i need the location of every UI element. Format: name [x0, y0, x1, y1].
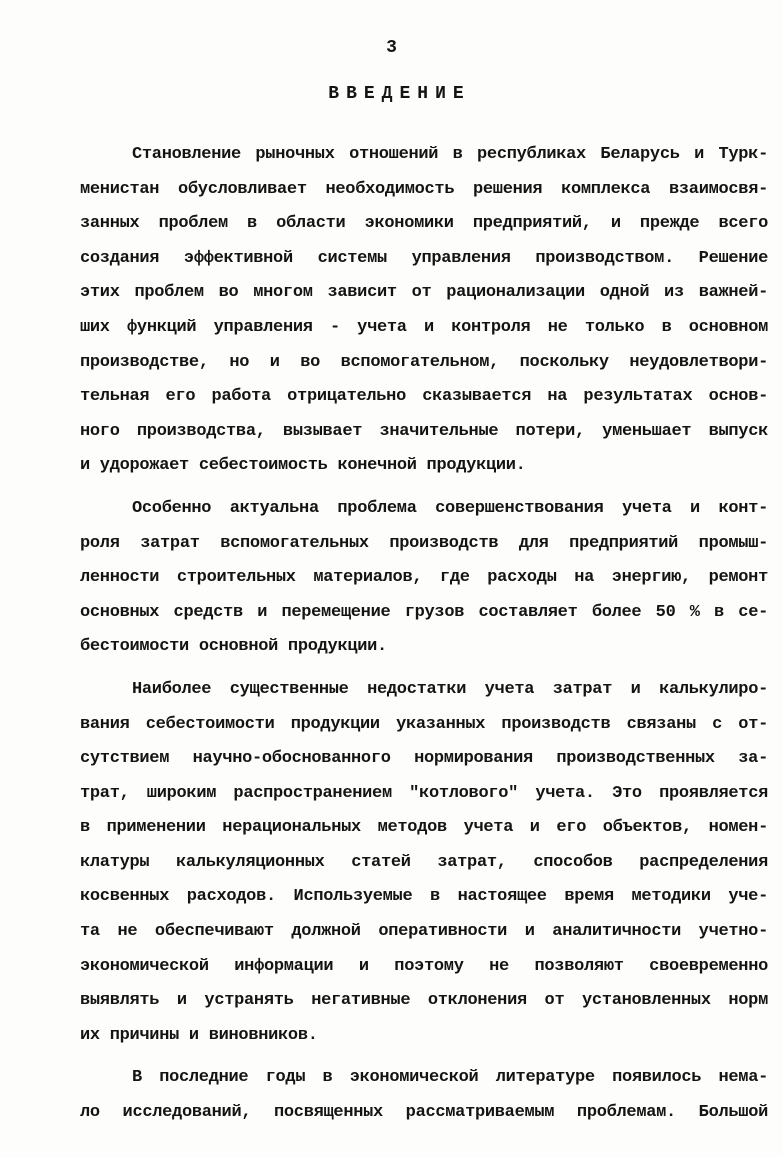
paragraph-4: [80, 1061, 768, 1130]
text-line: производстве, но и во вспомогательном, поскольку неудовлетвори-: [80, 352, 768, 372]
text-line: ленности строительных материалов, где расходы на энергию, ремонт: [80, 568, 768, 588]
text-line: вания себестоимости продукции указанных производств связаны с от-: [80, 714, 768, 734]
text-line: бестоимости основной продукции.: [80, 637, 387, 657]
text-line: роля затрат вспомогательных производств для предприятий промыш-: [80, 533, 768, 553]
text-line: В последние годы в экономической литературе появилось нема-: [132, 1068, 768, 1088]
text-line: трат, широким распространением "котлового" учета. Это проявляется: [80, 783, 768, 803]
text-line: ного производства, вызывает значительные потери, уменьшает выпуск: [80, 421, 768, 441]
text-line: та не обеспечивают должной оперативности и аналитичности учетно-: [80, 922, 768, 942]
text-line: экономической информации и поэтому не позволяют своевременно: [80, 956, 768, 976]
text-line: в применении нерациональных методов учета и его объектов, номен-: [80, 818, 768, 838]
text-line: ших функций управления - учета и контроля не только в основном: [80, 317, 768, 337]
text-line: тельная его работа отрицательно сказывается на результатах основ-: [80, 387, 768, 407]
text-line: основных средств и перемещение грузов составляет более 50 % в се-: [80, 602, 768, 622]
paragraph-1: [80, 138, 768, 484]
text-line: менистан обусловливает необходимость решения комплекса взаимосвя-: [80, 179, 768, 199]
text-line: Особенно актуальна проблема совершенствования учета и конт-: [132, 498, 768, 518]
body-text: [80, 138, 768, 1131]
page-number: 3: [386, 38, 397, 58]
text-line: создания эффективной системы управления производством. Решение: [80, 248, 768, 268]
text-line: Наиболее существенные недостатки учета затрат и калькулиро-: [132, 679, 768, 699]
paragraph-2: [80, 492, 768, 665]
paragraph-gap: [80, 665, 768, 673]
text-line: занных проблем в области экономики предприятий, и прежде всего: [80, 214, 768, 234]
paragraph-gap: [80, 484, 768, 492]
text-line: Становление рыночных отношений в республиках Беларусь и Турк-: [132, 145, 768, 164]
paragraph-3: [80, 673, 768, 1054]
text-line: ло исследований, посвященных рассматриваемым проблемам. Большой: [80, 1103, 768, 1123]
text-line: клатуры калькуляционных статей затрат, способов распределения: [80, 852, 768, 872]
page-title: ВВЕДЕНИЕ: [328, 84, 471, 104]
text-line: выявлять и устранять негативные отклонения от установленных норм: [80, 991, 768, 1011]
text-line: сутствием научно-обоснованного нормирования производственных за-: [80, 749, 768, 769]
text-line: и удорожает себестоимость конечной продукции.: [80, 456, 526, 476]
text-line: косвенных расходов. Используемые в настоящее время методики уче-: [80, 887, 768, 907]
text-line: их причины и виновников.: [80, 1025, 318, 1045]
paragraph-gap: [80, 1053, 768, 1061]
text-line: этих проблем во многом зависит от рационализации одной из важней-: [80, 283, 768, 303]
